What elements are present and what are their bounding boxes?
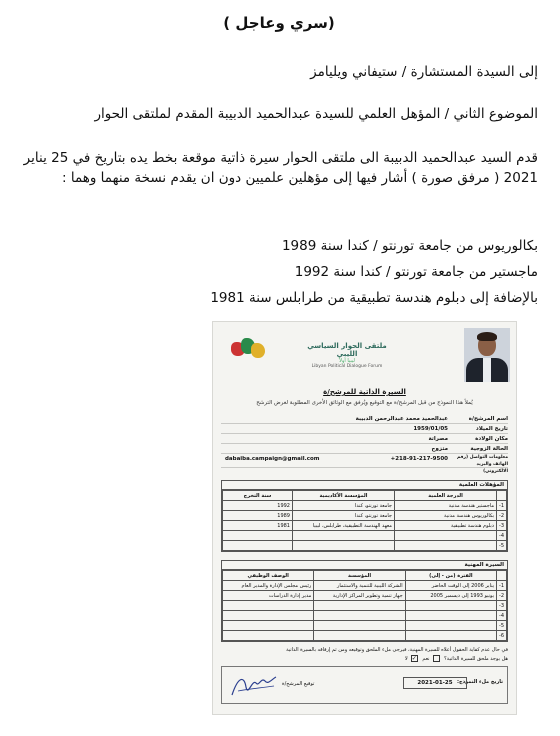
no-label: لا (404, 656, 408, 662)
period-cell: يناير 2006 إلى الوقت الحاضر (405, 581, 496, 591)
institution-cell: معهد الهندسة التطبيقية، طرابلس، ليبيا (293, 521, 395, 531)
memo-title: (سري وعاجل ) (223, 14, 335, 32)
qualification-item: بالإضافة إلى دبلوم هندسة تطبيقية من طرابلس سنة 1981 (210, 290, 538, 306)
organization-cell (314, 631, 405, 641)
degree-cell (395, 541, 497, 551)
job-description-cell (223, 601, 314, 611)
row-number: 5- (497, 621, 507, 631)
job-description-cell: مدير إدارة الدراسات (223, 591, 314, 601)
col-header: الفترة (من - إلى) (405, 571, 496, 581)
period-cell: يونيو 1993 إلى ديسمبر 2005 (405, 591, 496, 601)
memo-recipient: إلى السيدة المستشارة / ستيفاني ويليامز (310, 64, 538, 80)
education-section (221, 480, 508, 552)
personal-row (221, 454, 508, 474)
table-row (223, 611, 507, 621)
col-header: الدرجة العلمية (395, 491, 497, 501)
field-label: اسم المرشح/ة (468, 416, 508, 422)
annex-question-row (221, 655, 508, 663)
period-cell (405, 621, 496, 631)
no-checkbox: ✓ (411, 655, 417, 662)
table-row (223, 501, 507, 511)
row-number: 3- (497, 521, 507, 531)
table-row (223, 601, 507, 611)
table-row (223, 521, 507, 531)
form-title: السيرة الذاتية للمرشح/ة (323, 388, 406, 396)
table-row (223, 581, 507, 591)
row-number: 4- (497, 531, 507, 541)
memo-subject: الموضوع الثاني / المؤهل العلمي للسيدة عبدالحميد الدبيبة المقدم لملتقى الحوار (94, 106, 538, 122)
phone-value: +218-91-217-9500 (390, 456, 448, 462)
degree-cell: بكالوريوس هندسة مدنية (395, 511, 497, 521)
libya-map-logo-icon (231, 338, 265, 360)
memo-body: قدم السيد عبدالحميد الدبيبة الى ملتقى الحوار سيرة ذاتية موقعة بخط يده بتاريخ في 25 يناير 2021 ( مرفق صورة ) أشار فيها إلى مؤهلين علميين دون ان يقدم نسخة منهما وهما : (23, 150, 538, 186)
education-table (222, 490, 507, 551)
qualification-item: ماجستير من جامعة تورنتو / كندا سنة 1992 (294, 264, 538, 280)
yes-checkbox (433, 655, 440, 662)
cv-form-photo (213, 322, 516, 714)
form-header (219, 328, 510, 386)
col-header: الوصف الوظيفي (223, 571, 314, 581)
row-number: 2- (497, 511, 507, 521)
row-number: 1- (497, 501, 507, 511)
degree-cell (395, 531, 497, 541)
job-description-cell (223, 621, 314, 631)
yes-label: نعم (422, 656, 430, 662)
field-label: معلومات التواصل (رقم الهاتف والبريد الالكتروني) (456, 455, 508, 474)
row-number: 3- (497, 601, 507, 611)
organization-cell (314, 601, 405, 611)
degree-cell: دبلوم هندسة تطبيقية (395, 521, 497, 531)
field-value: مصراتة (428, 436, 448, 442)
row-number: 4- (497, 611, 507, 621)
annex-question: هل يوجد ملحق للسيرة الذاتية؟ (444, 656, 508, 662)
row-number: 2- (497, 591, 507, 601)
handwritten-signature-icon (228, 671, 280, 701)
organization-cell: جهاز تنمية وتطوير المراكز الإدارية (314, 591, 405, 601)
org-name-ar: ملتقى الحوار السياسي الليبي (307, 342, 387, 358)
institution-cell (293, 541, 395, 551)
field-value: 1959/01/05 (413, 426, 448, 432)
personal-row (221, 444, 508, 454)
year-cell (223, 531, 293, 541)
period-cell (405, 611, 496, 621)
field-value: عبدالحميد محمد عبدالرحمن الدبيبة (355, 416, 448, 422)
date-label: تاريخ ملء النموذج: (457, 679, 503, 685)
candidate-portrait (464, 328, 510, 382)
year-cell: 1992 (223, 501, 293, 511)
table-row (223, 511, 507, 521)
col-header: المؤسسة الأكاديمية (293, 491, 395, 501)
personal-row (221, 414, 508, 424)
job-description-cell (223, 631, 314, 641)
organization-cell: الشركة الليبية للتنمية والاستثمار (314, 581, 405, 591)
work-table (222, 570, 507, 641)
period-cell (405, 601, 496, 611)
personal-row (221, 434, 508, 444)
field-label: مكان الولادة (475, 436, 508, 442)
org-slogan: ليبيا أولاً (339, 358, 355, 364)
row-number: 5- (497, 541, 507, 551)
year-cell (223, 541, 293, 551)
signature-row (221, 666, 508, 704)
date-value: 2021-01-25 (403, 677, 467, 689)
form-subtitle: يُملأ هذا النموذج من قبل المرشح/ة مع التوقيع ويُرفق مع الوثائق الأخرى المطلوبة لغرض الترشح (256, 400, 473, 406)
period-cell (405, 631, 496, 641)
organization-cell (314, 621, 405, 631)
field-label: تاريخ الميلاد (475, 426, 508, 432)
personal-row (221, 424, 508, 434)
work-title: السيرة المهنية (222, 561, 507, 570)
org-name-en: Libyan Political Dialogue Forum (311, 364, 383, 369)
education-title: المؤهلات العلمية (222, 481, 507, 490)
table-row (223, 531, 507, 541)
signature-label: توقيع المرشح/ة (282, 681, 315, 687)
year-cell: 1989 (223, 511, 293, 521)
organization-block (302, 342, 392, 369)
table-row (223, 591, 507, 601)
institution-cell: جامعة تورنتو، كندا (293, 511, 395, 521)
row-number: 1- (497, 581, 507, 591)
annex-note: في حال عدم كفاية الحقول أعلاه للسيرة المهنية، فيرجى ملء الملحق وتوقيعه ومن ثم إرفاقه بالسيرة الذاتية (286, 647, 508, 653)
organization-cell (314, 611, 405, 621)
work-section (221, 560, 508, 642)
personal-info (221, 414, 508, 474)
year-cell: 1981 (223, 521, 293, 531)
table-row (223, 631, 507, 641)
table-row (223, 541, 507, 551)
field-value: متزوج (431, 446, 448, 452)
col-header: المؤسسة (314, 571, 405, 581)
field-label: الحالة الزوجية (470, 446, 508, 452)
email-value: dabaiba.campaign@gmail.com (225, 456, 320, 462)
institution-cell: جامعة تورنتو، كندا (293, 501, 395, 511)
row-number: 6- (497, 631, 507, 641)
table-row (223, 621, 507, 631)
institution-cell (293, 531, 395, 541)
job-description-cell (223, 611, 314, 621)
qualification-item: بكالوريوس من جامعة تورنتو / كندا سنة 1989 (281, 238, 538, 254)
col-header: سنة التخرج (223, 491, 293, 501)
degree-cell: ماجستير هندسة مدنية (395, 501, 497, 511)
job-description-cell: رئيس مجلس الإدارة والمدير العام (223, 581, 314, 591)
